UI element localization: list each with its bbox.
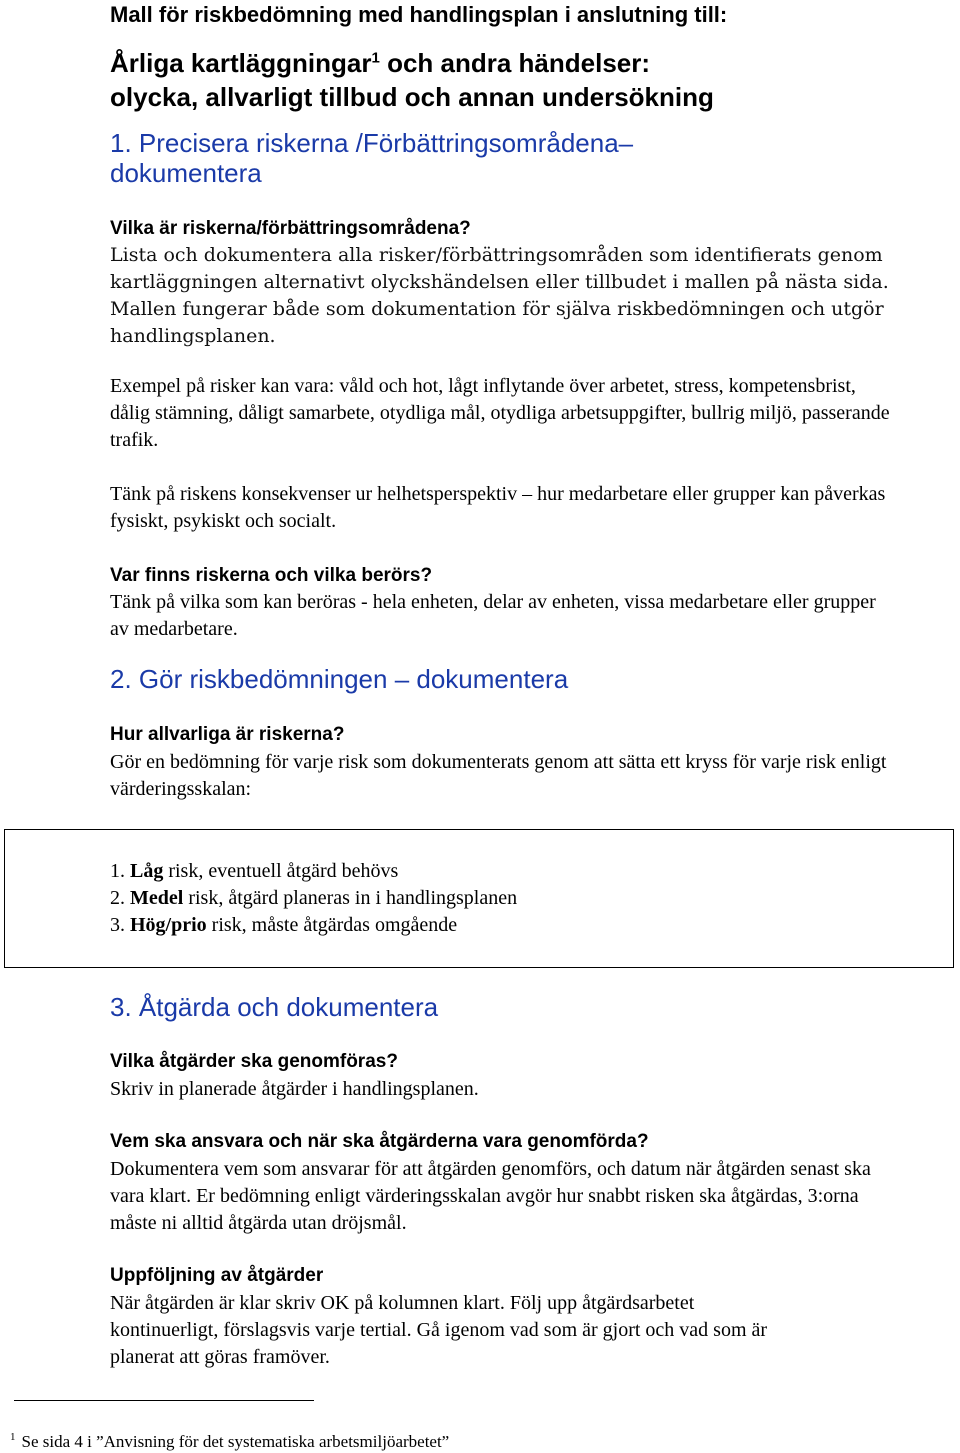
section3-paragraph-followup: När åtgärden är klar skriv OK på kolumnen klart. Följ upp åtgärdsarbetet kontinuerligt, förslagsvis varje tertial. Gå igenom vad som är gjort och vad som är planerat att göras framöver. — [110, 1292, 768, 1368]
scale-level: Hög/prio — [130, 914, 207, 936]
subtitle-rest: och andra händelser: — [379, 48, 651, 78]
scale-level: Medel — [130, 887, 184, 909]
section1-paragraph-examples: Exempel på risker kan vara: våld och hot, lågt inflytande över arbetet, stress, kompetensbrist, dålig stämning, dåligt samarbete, otydliga mål, otydliga arbetsuppgifter, bullrig miljö, passerande trafik. — [110, 375, 890, 451]
rating-scale-item-low — [110, 858, 517, 885]
section2-paragraph-assess: Gör en bedömning för varje risk som dokumenterats genom att sätta ett kryss för varje risk enligt värderingsskalan: — [110, 751, 887, 800]
section1-heading-line2: dokumentera — [110, 158, 262, 188]
section3-subheading-responsibility: Vem ska ansvara och när ska åtgärderna vara genomförda? — [110, 1131, 649, 1152]
footnote — [10, 1431, 449, 1453]
section1-subheading-risks: Vilka är riskerna/förbättringsområdena? — [110, 218, 471, 239]
scale-description: risk, åtgärd planeras in i handlingsplanen — [183, 887, 518, 909]
subtitle-line3: olycka, allvarligt tillbud och annan undersökning — [110, 82, 714, 112]
section1-paragraph-who: Tänk på vilka som kan beröras - hela enheten, delar av enheten, vissa medarbetare eller grupper av medarbetare. — [110, 591, 876, 640]
rating-scale-item-high — [110, 912, 517, 939]
footnote-mark: 1 — [10, 1431, 16, 1444]
section3-subheading-actions: Vilka åtgärder ska genomföras? — [110, 1051, 398, 1072]
subtitle-main: Årliga kartläggningar — [110, 48, 372, 78]
section1-paragraph-consequences: Tänk på riskens konsekvenser ur helhetsperspektiv – hur medarbetare eller grupper kan påverkas fysiskt, psykiskt och socialt. — [110, 483, 886, 532]
rating-scale-item-medium — [110, 885, 517, 912]
scale-number: 1. — [110, 860, 125, 882]
scale-number: 3. — [110, 914, 125, 936]
section3-paragraph-actions: Skriv in planerade åtgärder i handlingsplanen. — [110, 1078, 479, 1100]
section1-heading — [110, 128, 633, 188]
scale-description: risk, eventuell åtgärd behövs — [163, 860, 399, 882]
section3-heading: 3. Åtgärda och dokumentera — [110, 992, 439, 1022]
section1-paragraph-list: Lista och dokumentera alla risker/förbättringsområden som identifierats genom kartläggningen alternativt olyckshändelsen eller tillbudet i mallen på nästa sida. Mallen fungerar både som dokumentation för själva riskbedömningen och utgör handlingsplanen. — [110, 244, 889, 347]
section2-subheading-severity: Hur allvarliga är riskerna? — [110, 724, 345, 745]
scale-description: risk, måste åtgärdas omgående — [206, 914, 458, 936]
section2-heading: 2. Gör riskbedömningen – dokumentera — [110, 664, 569, 694]
document-title: Mall för riskbedömning med handlingsplan i anslutning till: — [110, 2, 728, 27]
document-subtitle — [110, 46, 870, 114]
scale-number: 2. — [110, 887, 125, 909]
section3-subheading-followup: Uppföljning av åtgärder — [110, 1265, 324, 1286]
footnote-ref: 1 — [371, 49, 380, 67]
section1-heading-line1: 1. Precisera riskerna /Förbättringsområdena– — [110, 128, 634, 158]
section3-paragraph-responsibility: Dokumentera vem som ansvarar för att åtgärden genomförs, och datum när åtgärden senast ska vara klart. Er bedömning enligt värderingsskalan avgör hur snabbt risken ska åtgärdas, 3:orna måste ni alltid åtgärda utan dröjsmål. — [110, 1158, 871, 1234]
rating-scale-list — [110, 858, 517, 939]
footnote-divider — [14, 1400, 314, 1401]
scale-level: Låg — [130, 860, 164, 882]
section1-subheading-where: Var finns riskerna och vilka berörs? — [110, 565, 433, 586]
footnote-text: Se sida 4 i ”Anvisning för det systematiska arbetsmiljöarbetet” — [21, 1432, 450, 1451]
